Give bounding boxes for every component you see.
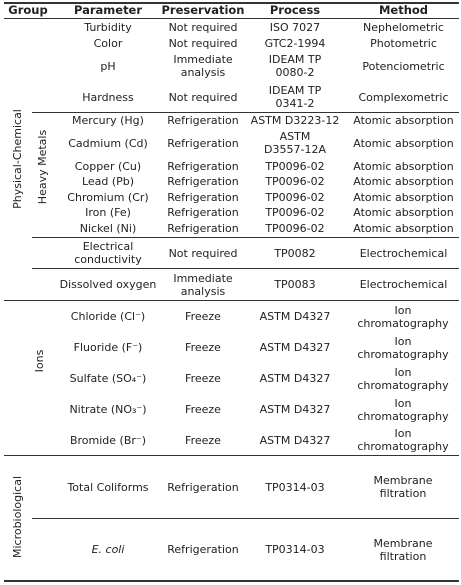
turbidity-parameter: Turbidity	[84, 20, 132, 34]
oxygen-process: TP0083	[274, 278, 316, 291]
mercury-method: Atomic absorption	[353, 114, 454, 127]
conductivity-process: TP0082	[274, 246, 316, 260]
group-label-ions: Ions	[33, 349, 46, 373]
cadmium-method: Atomic absorption	[353, 136, 454, 150]
coliforms-method: Membrane filtration	[373, 474, 433, 500]
lead-parameter: Lead (Pb)	[81, 175, 135, 188]
cadmium-parameter: Cadmium (Cd)	[68, 136, 148, 150]
nitrate-process: ASTM D4327	[259, 403, 331, 416]
oxygen-parameter: Dissolved oxygen	[59, 278, 157, 291]
color-method: Photometric	[370, 36, 437, 50]
nickel-preservation: Refrigeration	[167, 222, 239, 235]
ecoli-method: Membrane filtration	[373, 536, 433, 563]
header-process: Process	[269, 3, 321, 17]
turbidity-preservation: Not required	[168, 20, 238, 34]
header-preservation: Preservation	[161, 3, 245, 17]
hardness-preservation: Not required	[168, 90, 238, 104]
copper-parameter: Copper (Cu)	[74, 160, 142, 173]
chloride-parameter: Chloride (Cl⁻)	[70, 310, 146, 323]
sulfate-preservation: Freeze	[185, 372, 221, 385]
copper-method: Atomic absorption	[353, 160, 454, 173]
ecoli-parameter: E. coli	[91, 543, 125, 556]
oxygen-method: Electrochemical	[359, 278, 448, 291]
fluoride-process: ASTM D4327	[259, 341, 331, 354]
chloride-process: ASTM D4327	[259, 310, 331, 323]
conductivity-method: Electrochemical	[359, 246, 448, 260]
coliforms-parameter: Total Coliforms	[67, 480, 149, 494]
nitrate-preservation: Freeze	[185, 403, 221, 416]
nitrate-method: Ion chromatography	[357, 396, 449, 423]
group-label-microbiological: Microbiological	[11, 475, 24, 559]
cadmium-process: ASTM D3557-12A	[264, 130, 326, 156]
color-preservation: Not required	[168, 36, 238, 50]
lead-preservation: Refrigeration	[167, 175, 239, 188]
chloride-method: Ion chromatography	[357, 303, 449, 330]
mercury-parameter: Mercury (Hg)	[72, 114, 144, 127]
bromide-method: Ion chromatography	[357, 427, 449, 453]
fluoride-parameter: Fluoride (F⁻)	[73, 341, 143, 354]
fluoride-preservation: Freeze	[185, 341, 221, 354]
oxygen-preservation: Immediate analysis	[173, 271, 233, 298]
group-label-physical-chemical: Physical-Chemical	[11, 109, 24, 209]
bromide-process: ASTM D4327	[259, 433, 331, 447]
ph-preservation: Immediate analysis	[173, 53, 233, 79]
ecoli-preservation: Refrigeration	[167, 543, 239, 556]
color-parameter: Color	[93, 36, 123, 50]
ph-process: IDEAM TP 0080-2	[268, 53, 322, 79]
group-label-heavy-metals: Heavy Metals	[36, 129, 49, 205]
chromium-process: TP0096-02	[265, 191, 325, 204]
ph-parameter: pH	[100, 59, 116, 73]
header-group: Group	[8, 3, 48, 17]
turbidity-process: ISO 7027	[269, 20, 321, 34]
ecoli-process: TP0314-03	[265, 543, 325, 556]
lead-method: Atomic absorption	[353, 175, 454, 188]
mercury-preservation: Refrigeration	[167, 114, 239, 127]
coliforms-process: TP0314-03	[265, 480, 325, 494]
nitrate-parameter: Nitrate (NO₃⁻)	[69, 403, 147, 416]
conductivity-preservation: Not required	[168, 246, 238, 260]
iron-preservation: Refrigeration	[167, 206, 239, 219]
chromium-parameter: Chromium (Cr)	[67, 191, 149, 204]
lead-process: TP0096-02	[265, 175, 325, 188]
nickel-method: Atomic absorption	[353, 222, 454, 235]
rule-bottom	[4, 580, 459, 582]
fluoride-method: Ion chromatography	[357, 334, 449, 361]
header-parameter: Parameter	[73, 3, 143, 17]
bromide-parameter: Bromide (Br⁻)	[69, 433, 147, 447]
header-method: Method	[378, 3, 429, 17]
sulfate-process: ASTM D4327	[259, 372, 331, 385]
iron-process: TP0096-02	[265, 206, 325, 219]
bromide-preservation: Freeze	[185, 433, 221, 447]
hardness-process: IDEAM TP 0341-2	[268, 84, 322, 110]
coliforms-preservation: Refrigeration	[167, 480, 239, 494]
nickel-parameter: Nickel (Ni)	[79, 222, 137, 235]
copper-preservation: Refrigeration	[167, 160, 239, 173]
cadmium-preservation: Refrigeration	[167, 136, 239, 150]
hardness-method: Complexometric	[358, 90, 449, 104]
sulfate-method: Ion chromatography	[357, 365, 449, 392]
turbidity-method: Nephelometric	[363, 20, 444, 34]
iron-parameter: Iron (Fe)	[85, 206, 131, 219]
nickel-process: TP0096-02	[265, 222, 325, 235]
conductivity-parameter: Electrical conductivity	[74, 240, 142, 266]
mercury-process: ASTM D3223-12	[250, 114, 340, 127]
sulfate-parameter: Sulfate (SO₄⁻)	[69, 372, 147, 385]
color-process: GTC2-1994	[264, 36, 326, 50]
copper-process: TP0096-02	[265, 160, 325, 173]
ph-method: Potenciometric	[362, 59, 445, 73]
chromium-preservation: Refrigeration	[167, 191, 239, 204]
chromium-method: Atomic absorption	[353, 191, 454, 204]
hardness-parameter: Hardness	[82, 90, 134, 104]
chloride-preservation: Freeze	[185, 310, 221, 323]
iron-method: Atomic absorption	[353, 206, 454, 219]
